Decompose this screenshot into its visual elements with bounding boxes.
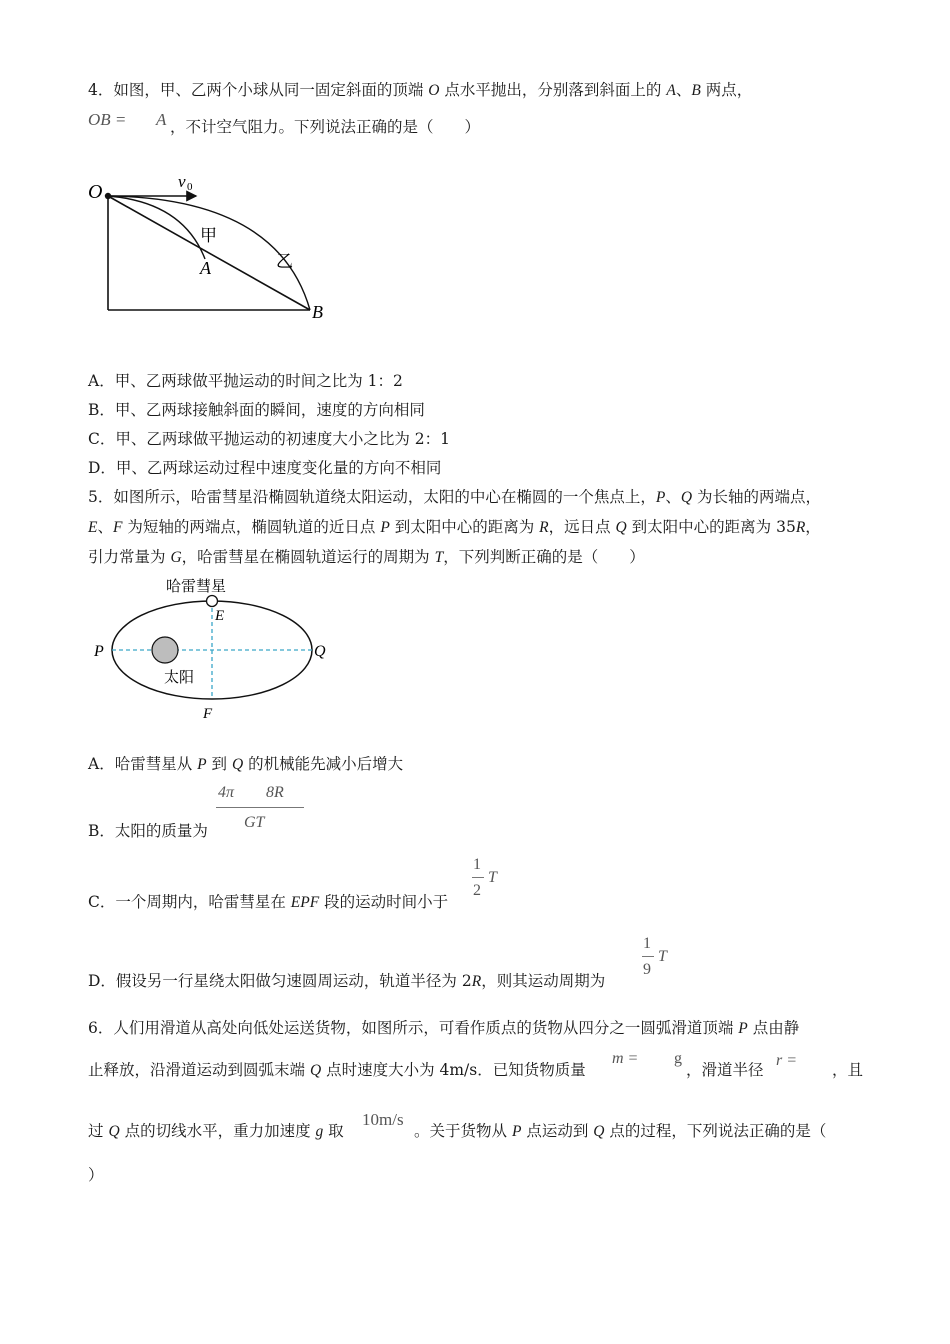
- q5-option-b-fraction-bar: [216, 807, 304, 808]
- q6-stem-line3: 过 Q 点的切线水平，重力加速度 g 取: [88, 1122, 344, 1140]
- q5-option-c-fraction-bar: [472, 877, 484, 878]
- q5-option-c-t: T: [488, 869, 497, 886]
- q4-option-d: D．甲、乙两球运动过程中速度变化量的方向不相同: [88, 459, 442, 477]
- q5-option-d-t: T: [658, 948, 667, 965]
- q4-stem-line2: ，不计空气阻力。下列说法正确的是（ ）: [170, 118, 481, 136]
- label-yi: 乙: [276, 252, 293, 272]
- q6-radius-tail: ，且: [832, 1061, 864, 1079]
- q6-radius-symbol: r =: [776, 1052, 798, 1069]
- q5-option-b-numerator-b: 8R: [266, 784, 284, 801]
- label-a: A: [200, 258, 211, 278]
- comet-circle: [207, 596, 218, 607]
- q5-option-b-numerator-a: 4π: [218, 784, 235, 801]
- q5-option-a: A．哈雷彗星从 P 到 Q 的机械能先减小后增大: [88, 755, 404, 773]
- q6-mass-symbol: m =: [612, 1050, 639, 1067]
- q4-option-a: A．甲、乙两球做平抛运动的时间之比为 1：2: [88, 372, 403, 390]
- q6-stem-line4: ）: [88, 1166, 104, 1184]
- sun-circle: [152, 637, 178, 663]
- q5-option-c: C．一个周期内，哈雷彗星在 EPF 段的运动时间小于: [88, 893, 449, 911]
- label-f: F: [203, 706, 213, 722]
- label-o: O: [88, 181, 103, 203]
- label-sun: 太阳: [164, 668, 195, 686]
- label-q: Q: [314, 643, 326, 660]
- q5-option-c-numerator: 1: [473, 856, 481, 873]
- q6-stem-line2: 止释放，沿滑道运动到圆弧末端 Q 点时速度大小为 4m/s．已知货物质量: [88, 1061, 586, 1079]
- q4-stem-line1: 4．如图，甲、乙两个小球从同一固定斜面的顶端 O 点水平抛出，分别落到斜面上的 A、B 两点，: [88, 81, 753, 99]
- label-comet: 哈雷彗星: [166, 577, 227, 595]
- q4-option-b: B．甲、乙两球接触斜面的瞬间，速度的方向相同: [88, 401, 425, 419]
- label-p: P: [94, 643, 104, 660]
- label-v0-sub: 0: [187, 181, 193, 193]
- label-b: B: [312, 302, 323, 322]
- q5-option-b: B．太阳的质量为: [88, 822, 208, 840]
- label-v0: v: [178, 172, 186, 191]
- point-o-dot: [105, 193, 111, 199]
- q5-option-c-denominator: 2: [473, 882, 481, 899]
- q5-option-d-fraction-bar: [642, 956, 654, 957]
- q5-stem-line3: 引力常量为 G，哈雷彗星在椭圆轨道运行的周期为 T，下列判断正确的是（ ）: [88, 548, 645, 566]
- q5-option-d: D．假设另一行星绕太阳做匀速圆周运动，轨道半径为 2R，则其运动周期为: [88, 972, 606, 990]
- q5-stem-line2: E、F 为短轴的两端点，椭圆轨道的近日点 P 到太阳中心的距离为 R，远日点 Q 到太阳中心的距离为 35R，: [88, 518, 821, 536]
- q5-stem-line1: 5．如图所示，哈雷彗星沿椭圆轨道绕太阳运动，太阳的中心在椭圆的一个焦点上，P、Q 为长轴的两端点，: [88, 488, 821, 506]
- q6-stem-line3-tail: 。关于货物从 P 点运动到 Q 点的过程，下列说法正确的是（: [414, 1122, 827, 1140]
- q4-option-c: C．甲、乙两球做平抛运动的初速度大小之比为 2：1: [88, 430, 451, 448]
- q6-stem-line1: 6．人们用滑道从高处向低处运送货物，如图所示，可看作质点的货物从四分之一圆弧滑道顶端 P 点由静: [88, 1019, 800, 1037]
- q6-mass-unit: g: [674, 1050, 682, 1067]
- q6-radius-text: ，滑道半径: [686, 1061, 764, 1079]
- q4-math-a: A: [156, 110, 167, 129]
- label-e: E: [215, 608, 225, 624]
- q4-figure: [88, 168, 336, 333]
- q5-option-d-numerator: 1: [643, 935, 651, 952]
- q5-option-b-denominator: GT: [244, 814, 265, 831]
- q4-math-ob: OB =: [88, 110, 127, 129]
- q5-option-d-denominator: 9: [643, 961, 651, 978]
- q6-gravity-value: 10m/s: [362, 1110, 404, 1129]
- q5-figure: [88, 572, 338, 724]
- label-jia: 甲: [200, 226, 217, 246]
